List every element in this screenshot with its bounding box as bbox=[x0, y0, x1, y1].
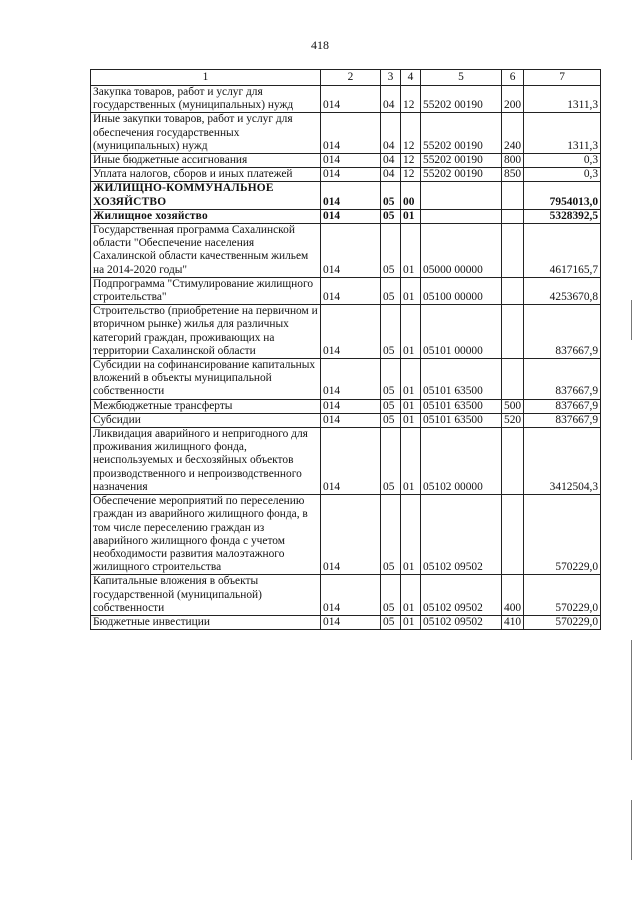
amount-cell: 837667,9 bbox=[524, 399, 601, 413]
amount-cell: 4617165,7 bbox=[524, 224, 601, 278]
table-row bbox=[91, 224, 601, 278]
row-name-cell: Иные бюджетные ассигнования bbox=[91, 154, 321, 168]
subsection-cell: 01 bbox=[401, 224, 421, 278]
section-cell: 04 bbox=[381, 86, 401, 113]
target-article-cell: 55202 00190 bbox=[421, 113, 502, 154]
row-name-cell: Жилищное хозяйство bbox=[91, 209, 321, 223]
amount-cell: 1311,3 bbox=[524, 113, 601, 154]
section-cell: 05 bbox=[381, 224, 401, 278]
header-cell: 1 bbox=[91, 70, 321, 86]
table-row bbox=[91, 209, 601, 223]
expense-type-cell bbox=[502, 277, 524, 304]
subsection-cell: 12 bbox=[401, 113, 421, 154]
amount-cell: 570229,0 bbox=[524, 495, 601, 575]
expense-type-cell: 240 bbox=[502, 113, 524, 154]
admin-code-cell: 014 bbox=[321, 224, 381, 278]
expense-type-cell bbox=[502, 359, 524, 400]
subsection-cell: 01 bbox=[401, 495, 421, 575]
table-row bbox=[91, 359, 601, 400]
header-cell: 4 bbox=[401, 70, 421, 86]
row-name-cell: Ликвидация аварийного и непригодного для проживания жилищного фонда, неиспользуемых и бесхозяйных объектов производственного и непроизводственного назначения bbox=[91, 428, 321, 495]
scan-margin-mark bbox=[631, 640, 632, 760]
expense-type-cell bbox=[502, 209, 524, 223]
subsection-cell: 01 bbox=[401, 277, 421, 304]
amount-cell: 5328392,5 bbox=[524, 209, 601, 223]
section-cell: 04 bbox=[381, 154, 401, 168]
expense-type-cell bbox=[502, 495, 524, 575]
admin-code-cell: 014 bbox=[321, 359, 381, 400]
target-article-cell: 05101 63500 bbox=[421, 413, 502, 427]
expense-type-cell: 410 bbox=[502, 615, 524, 629]
admin-code-cell: 014 bbox=[321, 168, 381, 182]
table-row bbox=[91, 168, 601, 182]
target-article-cell: 05000 00000 bbox=[421, 224, 502, 278]
amount-cell: 1311,3 bbox=[524, 86, 601, 113]
target-article-cell: 55202 00190 bbox=[421, 154, 502, 168]
admin-code-cell: 014 bbox=[321, 305, 381, 359]
page-number: 418 bbox=[311, 38, 329, 52]
table-row bbox=[91, 615, 601, 629]
row-name-cell: Межбюджетные трансферты bbox=[91, 399, 321, 413]
amount-cell: 0,3 bbox=[524, 168, 601, 182]
budget-table-body bbox=[91, 70, 601, 630]
header-cell: 7 bbox=[524, 70, 601, 86]
expense-type-cell: 800 bbox=[502, 154, 524, 168]
subsection-cell: 12 bbox=[401, 86, 421, 113]
amount-cell: 3412504,3 bbox=[524, 428, 601, 495]
subsection-cell: 01 bbox=[401, 359, 421, 400]
table-row bbox=[91, 305, 601, 359]
admin-code-cell: 014 bbox=[321, 615, 381, 629]
target-article-cell: 55202 00190 bbox=[421, 86, 502, 113]
subsection-cell: 01 bbox=[401, 209, 421, 223]
target-article-cell: 05102 00000 bbox=[421, 428, 502, 495]
subsection-cell: 12 bbox=[401, 168, 421, 182]
section-cell: 05 bbox=[381, 277, 401, 304]
admin-code-cell: 014 bbox=[321, 154, 381, 168]
section-cell: 05 bbox=[381, 413, 401, 427]
admin-code-cell: 014 bbox=[321, 428, 381, 495]
admin-code-cell: 014 bbox=[321, 413, 381, 427]
amount-cell: 837667,9 bbox=[524, 305, 601, 359]
amount-cell: 837667,9 bbox=[524, 359, 601, 400]
section-cell: 04 bbox=[381, 113, 401, 154]
row-name-cell: Субсидии bbox=[91, 413, 321, 427]
target-article-cell: 05102 09502 bbox=[421, 575, 502, 616]
admin-code-cell: 014 bbox=[321, 209, 381, 223]
admin-code-cell: 014 bbox=[321, 182, 381, 209]
scan-margin-mark bbox=[631, 300, 632, 340]
section-cell: 05 bbox=[381, 428, 401, 495]
table-row bbox=[91, 154, 601, 168]
table-row bbox=[91, 428, 601, 495]
expense-type-cell bbox=[502, 428, 524, 495]
target-article-cell: 05101 63500 bbox=[421, 399, 502, 413]
target-article-cell: 55202 00190 bbox=[421, 168, 502, 182]
table-row bbox=[91, 86, 601, 113]
row-name-cell: Государственная программа Сахалинской области "Обеспечение населения Сахалинской области качественным жильем на 2014-2020 годы" bbox=[91, 224, 321, 278]
section-cell: 05 bbox=[381, 399, 401, 413]
admin-code-cell: 014 bbox=[321, 399, 381, 413]
table-row bbox=[91, 113, 601, 154]
row-name-cell: Иные закупки товаров, работ и услуг для обеспечения государственных (муниципальных) нужд bbox=[91, 113, 321, 154]
section-cell: 05 bbox=[381, 209, 401, 223]
row-name-cell: Субсидии на софинансирование капитальных вложений в объекты муниципальной собственности bbox=[91, 359, 321, 400]
subsection-cell: 01 bbox=[401, 399, 421, 413]
target-article-cell bbox=[421, 182, 502, 209]
row-name-cell: Капитальные вложения в объекты государственной (муниципальной) собственности bbox=[91, 575, 321, 616]
amount-cell: 4253670,8 bbox=[524, 277, 601, 304]
expense-type-cell: 850 bbox=[502, 168, 524, 182]
table-row bbox=[91, 413, 601, 427]
section-cell: 04 bbox=[381, 168, 401, 182]
subsection-cell: 01 bbox=[401, 615, 421, 629]
row-name-cell: Закупка товаров, работ и услуг для государственных (муниципальных) нужд bbox=[91, 86, 321, 113]
table-row bbox=[91, 399, 601, 413]
header-cell: 2 bbox=[321, 70, 381, 86]
budget-table bbox=[90, 69, 601, 630]
admin-code-cell: 014 bbox=[321, 575, 381, 616]
amount-cell: 0,3 bbox=[524, 154, 601, 168]
table-row bbox=[91, 277, 601, 304]
row-name-cell: Подпрограмма "Стимулирование жилищного строительства" bbox=[91, 277, 321, 304]
header-cell: 5 bbox=[421, 70, 502, 86]
amount-cell: 570229,0 bbox=[524, 575, 601, 616]
subsection-cell: 12 bbox=[401, 154, 421, 168]
subsection-cell: 01 bbox=[401, 413, 421, 427]
amount-cell: 837667,9 bbox=[524, 413, 601, 427]
row-name-cell: Уплата налогов, сборов и иных платежей bbox=[91, 168, 321, 182]
scan-margin-mark bbox=[631, 800, 632, 860]
section-cell: 05 bbox=[381, 495, 401, 575]
amount-cell: 7954013,0 bbox=[524, 182, 601, 209]
section-cell: 05 bbox=[381, 615, 401, 629]
header-row bbox=[91, 70, 601, 86]
expense-type-cell: 520 bbox=[502, 413, 524, 427]
row-name-cell: Бюджетные инвестиции bbox=[91, 615, 321, 629]
target-article-cell: 05102 09502 bbox=[421, 495, 502, 575]
subsection-cell: 01 bbox=[401, 575, 421, 616]
expense-type-cell: 400 bbox=[502, 575, 524, 616]
admin-code-cell: 014 bbox=[321, 495, 381, 575]
expense-type-cell: 200 bbox=[502, 86, 524, 113]
table-row bbox=[91, 495, 601, 575]
table-row bbox=[91, 575, 601, 616]
row-name-cell: Строительство (приобретение на первичном и вторичном рынке) жилья для различных категорий граждан, проживающих на территории Сахалинской области bbox=[91, 305, 321, 359]
section-cell: 05 bbox=[381, 182, 401, 209]
expense-type-cell bbox=[502, 305, 524, 359]
expense-type-cell bbox=[502, 182, 524, 209]
section-cell: 05 bbox=[381, 359, 401, 400]
target-article-cell: 05101 63500 bbox=[421, 359, 502, 400]
section-cell: 05 bbox=[381, 305, 401, 359]
amount-cell: 570229,0 bbox=[524, 615, 601, 629]
subsection-cell: 00 bbox=[401, 182, 421, 209]
row-name-cell: ЖИЛИЩНО-КОММУНАЛЬНОЕ ХОЗЯЙСТВО bbox=[91, 182, 321, 209]
expense-type-cell: 500 bbox=[502, 399, 524, 413]
section-cell: 05 bbox=[381, 575, 401, 616]
target-article-cell: 05102 09502 bbox=[421, 615, 502, 629]
row-name-cell: Обеспечение мероприятий по переселению граждан из аварийного жилищного фонда, в том числе переселению граждан из аварийного жилищного фонда с учетом необходимости развития малоэтажного жилищного строительства bbox=[91, 495, 321, 575]
subsection-cell: 01 bbox=[401, 428, 421, 495]
target-article-cell: 05101 00000 bbox=[421, 305, 502, 359]
header-cell: 3 bbox=[381, 70, 401, 86]
expense-type-cell bbox=[502, 224, 524, 278]
target-article-cell: 05100 00000 bbox=[421, 277, 502, 304]
table-row bbox=[91, 182, 601, 209]
admin-code-cell: 014 bbox=[321, 277, 381, 304]
admin-code-cell: 014 bbox=[321, 113, 381, 154]
admin-code-cell: 014 bbox=[321, 86, 381, 113]
target-article-cell bbox=[421, 209, 502, 223]
header-cell: 6 bbox=[502, 70, 524, 86]
subsection-cell: 01 bbox=[401, 305, 421, 359]
